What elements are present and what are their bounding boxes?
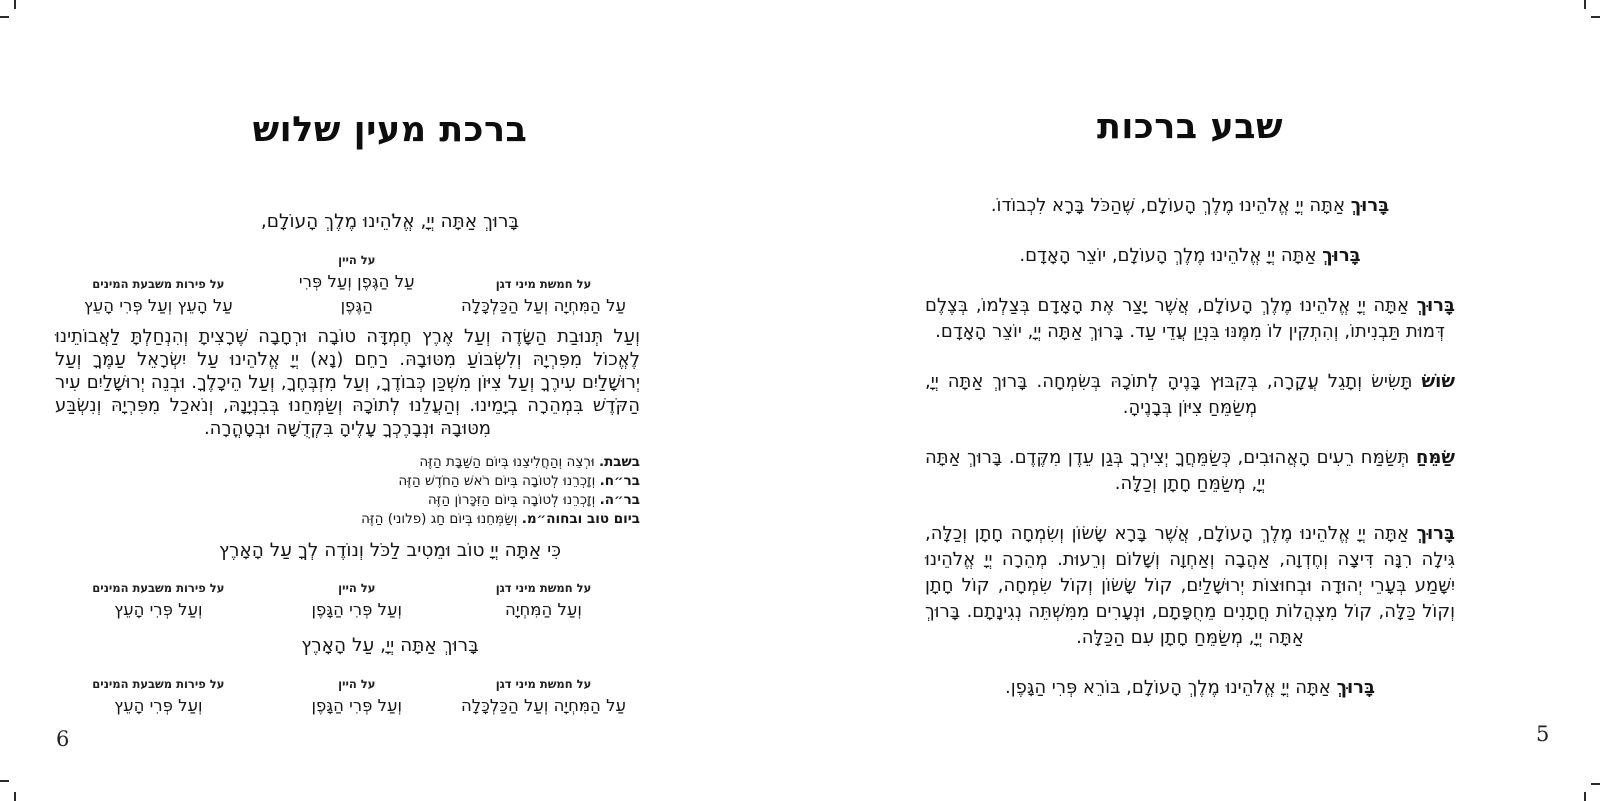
option-column-text: עַל הָעֵץ וְעַל פְּרִי הָעֵץ	[83, 295, 233, 315]
option-column-wine	[287, 677, 427, 718]
crop-mark	[0, 16, 9, 18]
option-column-header: על היין	[338, 581, 376, 596]
crop-mark	[0, 780, 9, 782]
insertion-label: ביום טוב ובחוה״מ.	[521, 510, 640, 527]
option-column-text: וְעַל פְּרִי הַגָּפֶן	[311, 600, 403, 620]
blessing-text: אַתָּה יְיָ אֱלֹהֵינוּ מֶלֶךְ הָעוֹלָם, יוֹצֵר הָאָדָם.	[1019, 245, 1317, 267]
closing-blessing-line: בָּרוּךְ אַתָּה יְיָ, עַל הָאָרֶץ	[301, 635, 479, 657]
usage-options-row-3	[55, 677, 640, 718]
right-page-sheva-brachot	[925, 0, 1455, 701]
option-column-header: על חמשת מיני דגן	[495, 581, 592, 596]
page-number-left: 6	[56, 727, 70, 751]
crop-mark	[1591, 783, 1600, 785]
option-column-fruits	[50, 581, 266, 622]
page-number-right: 5	[1536, 722, 1550, 746]
blessing-text: אַתָּה יְיָ אֱלֹהֵינוּ מֶלֶךְ הָעוֹלָם, שֶׁהַכֹּל בָּרָא לִכְבוֹדוֹ.	[990, 195, 1346, 217]
blessing-lead-word: בָּרוּךְ	[1336, 677, 1375, 699]
holiday-insertions-block	[55, 453, 640, 529]
option-column-text: וְעַל פְּרִי הָעֵץ	[114, 600, 203, 620]
option-column-header: על פירות משבעת המינים	[92, 276, 225, 291]
crop-mark	[14, 0, 16, 9]
blessing-sos-tasis	[925, 369, 1455, 421]
left-page-bracha-meein-shalosh	[55, 0, 640, 718]
opening-blessing-line: בָּרוּךְ אַתָּה יְיָ, אֱלֹהֵינוּ מֶלֶךְ הָעוֹלָם,	[260, 211, 520, 233]
option-column-text: עַל הַגֶּפֶן וְעַל פְּרִי הַגֶּפֶן	[298, 271, 415, 315]
insertion-line-rosh-hashana	[55, 491, 640, 510]
blessing-yotzer-haadam	[925, 243, 1455, 269]
blessing-lead-word: בָּרוּךְ	[1416, 295, 1455, 317]
insertion-label: בר״ח.	[599, 472, 640, 489]
blessing-sameach-tesamach	[925, 445, 1455, 497]
blessing-lead-word: שׂוֹשׂ	[1421, 371, 1455, 393]
insertion-text: וְזָכְרֵנוּ לְטוֹבָה בְּיוֹם הַזִּכָּרוֹן הַזֶּה	[427, 491, 596, 508]
blessing-text: תָּשִׂישׂ וְתָגֵל עֲקָרָה, בְּקִבּוּץ בָּנֶיהָ לְתוֹכָהּ בְּשִׂמְחָה. בָּרוּךְ אַתָּה יְיָ, מְשַׂמֵּחַ צִיּוֹן בְּבָנֶיהָ.	[925, 371, 1413, 419]
option-column-header: על היין	[338, 676, 376, 691]
option-column-wine	[287, 253, 427, 318]
blessing-text: אַתָּה יְיָ אֱלֹהֵינוּ מֶלֶךְ הָעוֹלָם, אֲשֶׁר בָּרָא שָׂשׂוֹן וְשִׂמְחָה חָתָן וְכַלָּה, גִּילָה רִנָּה דִּיצָה וְחֶדְוָה, אַהֲבָה וְאַחְוָה וְשָׁלוֹם וְרֵעוּת. מְהֵרָה יְיָ אֱלֹהֵינוּ יִשָּׁמַע בְּעָרֵי יְהוּדָה וּבְחוּצוֹת יְרוּשָׁלַיִם, קוֹל שָׂשׂוֹן וְקוֹל שִׂמְחָה, קוֹל חָתָן וְקוֹל כַּלָּה, קוֹל מִצְהֲלוֹת חֲתָנִים מֵחֻפָּתָם, וּנְעָרִים מִמִּשְׁתֵּה נְגִינָתָם. בָּרוּךְ אַתָּה יְיָ, מְשַׂמֵּחַ חָתָן עִם הַכַּלָּה.	[925, 523, 1455, 649]
option-column-fruits	[50, 677, 266, 718]
insertion-line-shabbat	[55, 453, 640, 472]
blessing-asher-yatzar-et-haadam	[925, 293, 1455, 345]
option-column-text: וְעַל פְּרִי הָעֵץ	[114, 695, 203, 715]
ki-atah-line: כִּי אַתָּה יְיָ טוֹב וּמֵטִיב לַכֹּל וְנוֹדֶה לְךָ עַל הָאָרֶץ	[219, 539, 561, 561]
blessing-text: אַתָּה יְיָ אֱלֹהֵינוּ מֶלֶךְ הָעוֹלָם, אֲשֶׁר יָצַר אֶת הָאָדָם בְּצַלְמוֹ, בְּצֶלֶם דְּמוּת תַּבְנִיתוֹ, וְהִתְקִין לוֹ מִמֶּנּוּ בִּנְיַן עֲדֵי עַד. בָּרוּךְ אַתָּה יְיָ, יוֹצֵר הָאָדָם.	[925, 295, 1445, 343]
crop-mark	[1591, 16, 1600, 18]
option-column-text: עַל הַמִּחְיָה וְעַל הַכַּלְכָּלָה	[460, 295, 626, 315]
crop-mark	[14, 792, 16, 801]
option-column-header: על חמשת מיני דגן	[495, 676, 592, 691]
insertion-text: וְזָכְרֵנוּ לְטוֹבָה בְּיוֹם רֹאשׁ הַחֹדֶשׁ הַזֶּה	[398, 472, 596, 489]
usage-options-row-2	[55, 581, 640, 622]
crop-mark	[1584, 792, 1586, 801]
insertion-label: בר״ה.	[599, 491, 640, 508]
page-title: שבע ברכות	[1096, 107, 1284, 148]
blessing-lead-word: בָּרוּךְ	[1416, 523, 1455, 545]
option-column-text: עַל הַמִּחְיָה וְעַל הַכַּלְכָּלָה	[460, 695, 626, 715]
blessing-lead-word: בָּרוּךְ	[1322, 245, 1361, 267]
blessing-lead-word: שַׂמֵּחַ	[1415, 447, 1455, 469]
option-column-grain	[447, 581, 640, 622]
option-column-fruits	[50, 253, 266, 318]
option-column-header: על פירות משבעת המינים	[92, 676, 225, 691]
option-column-header: על חמשת מיני דגן	[495, 276, 592, 291]
insertion-line-yom-tov	[55, 510, 640, 529]
main-blessing-paragraph: וְעַל תְּנוּבַת הַשָּׂדֶה וְעַל אֶרֶץ חֶמְדָּה טוֹבָה וּרְחָבָה שֶׁרָצִיתָ וְהִנְחַלְתָּ לַאֲבוֹתֵינוּ לֶאֱכוֹל מִפִּרְיָהּ וְלִשְׂבּוֹעַ מִטּוּבָהּ. רַחֵם (נָא) יְיָ אֱלֹהֵינוּ עַל יִשְׂרָאֵל עַמֶּךָ וְעַל יְרוּשָׁלַיִם עִירֶךָ וְעַל צִיּוֹן מִשְׁכַּן כְּבוֹדֶךָ, וְעַל מִזְבְּחֶךָ, וְעַל הֵיכָלֶךָ. וּבְנֵה יְרוּשָׁלַיִם עִיר הַקֹּדֶשׁ בִּמְהֵרָה בְיָמֵינוּ. וְהַעֲלֵנוּ לְתוֹכָהּ וְשַׂמְּחֵנוּ בְּבִנְיָנָהּ, וְנֹאכַל מִפִּרְיָהּ וְנִשְׂבַּע מִטּוּבָהּ וּנְבָרֶכְךָ עָלֶיהָ בִּקְדֻשָּׁה וּבְטָהֳרָה.	[55, 325, 640, 439]
blessing-lead-word: בָּרוּךְ	[1350, 195, 1390, 217]
option-column-header: על פירות משבעת המינים	[92, 581, 225, 596]
usage-options-row-1	[55, 253, 640, 318]
blessing-borei-pri-hagafen	[925, 675, 1455, 701]
insertion-text: וְשַׂמְּחֵנוּ בְּיוֹם חַג (פלוני) הַזֶּה	[361, 510, 518, 527]
blessing-asher-bara-sason-vesimcha	[925, 521, 1455, 651]
option-column-text: וְעַל הַמִּחְיָה	[505, 600, 582, 620]
blessing-text: תְּשַׂמַּח רֵעִים הָאֲהוּבִים, כְּשַׂמֵּחֲךָ יְצִירְךָ בְּגַן עֵדֶן מִקֶּדֶם. בָּרוּךְ אַתָּה יְיָ, מְשַׂמֵּחַ חָתָן וְכַלָּה.	[925, 447, 1410, 495]
insertion-text: וּרְצֵה וְהַחֲלִיצֵנוּ בְּיוֹם הַשַּׁבָּת הַזֶּה	[419, 453, 595, 470]
crop-mark	[1584, 0, 1586, 9]
page-title: ברכת מעין שלוש	[252, 110, 528, 151]
insertion-label: בשבת.	[598, 453, 640, 470]
option-column-grain	[447, 677, 640, 718]
insertion-line-rosh-chodesh	[55, 472, 640, 491]
option-column-text: וְעַל פְּרִי הַגָּפֶן	[311, 695, 403, 715]
option-column-wine	[287, 581, 427, 622]
option-column-header: על היין	[338, 252, 376, 267]
blessing-shehakol-bara-lichvodo	[925, 193, 1455, 219]
option-column-grain	[447, 253, 640, 318]
blessing-text: אַתָּה יְיָ אֱלֹהֵינוּ מֶלֶךְ הָעוֹלָם, בּוֹרֵא פְּרִי הַגָּפֶן.	[1005, 677, 1331, 699]
